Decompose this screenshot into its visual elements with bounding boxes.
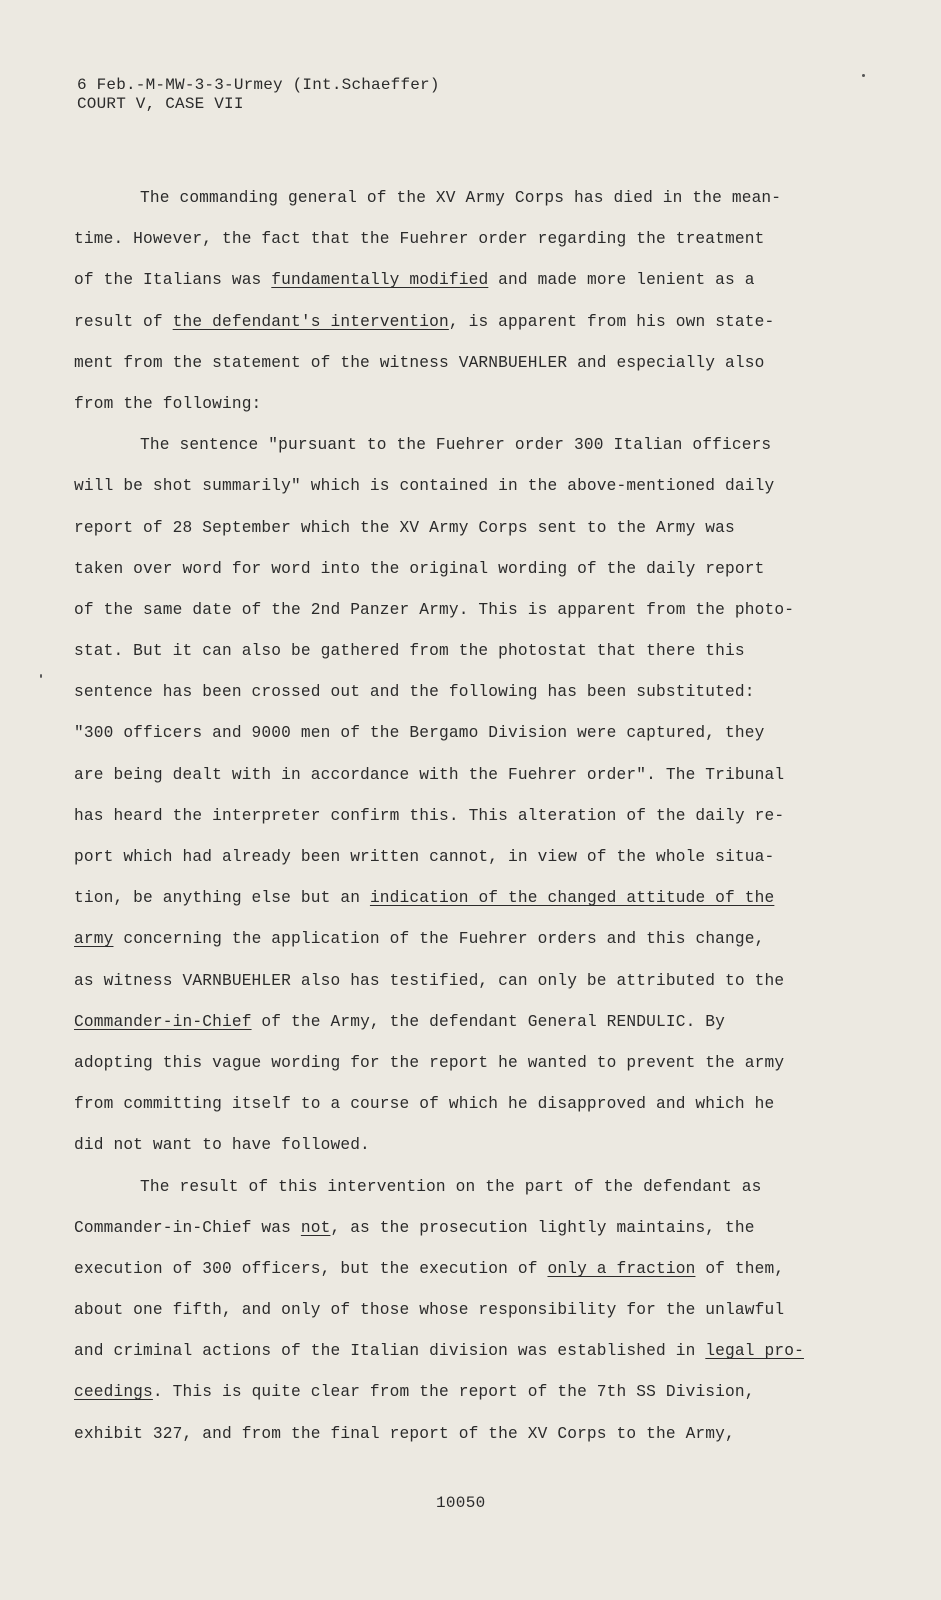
document-body <box>74 178 844 1455</box>
text-line: of the Italians was fundamentally modified and made more lenient as a <box>74 271 755 290</box>
text-line: will be shot summarily" which is contained in the above-mentioned daily <box>74 477 775 496</box>
text-line: ceedings. This is quite clear from the report of the 7th SS Division, <box>74 1383 755 1402</box>
text-line: has heard the interpreter confirm this. This alteration of the daily re- <box>74 806 785 825</box>
underlined-phrase: army <box>74 930 114 949</box>
text-line: from committing itself to a course of which he disapproved and which he <box>74 1095 775 1114</box>
underlined-phrase: fundamentally modified <box>271 271 489 290</box>
underlined-phrase: legal pro- <box>705 1342 804 1361</box>
text-line: taken over word for word into the original wording of the daily report <box>74 559 765 578</box>
header-court-case-line: COURT V, CASE VII <box>77 95 244 113</box>
header-reference-line: 6 Feb.-M-MW-3-3-Urmey (Int.Schaeffer) <box>77 76 440 94</box>
text-line: The sentence "pursuant to the Fuehrer order 300 Italian officers <box>140 436 772 455</box>
text-line: as witness VARNBUEHLER also has testified, can only be attributed to the <box>74 971 785 990</box>
text-line: "300 officers and 9000 men of the Bergamo Division were captured, they <box>74 724 765 743</box>
text-line: ment from the statement of the witness VARNBUEHLER and especially also <box>74 353 765 372</box>
underlined-phrase: the defendant's intervention <box>172 312 449 331</box>
text-line: adopting this vague wording for the report he wanted to prevent the army <box>74 1053 785 1072</box>
paper-speck <box>40 674 42 678</box>
underlined-phrase: indication of the changed attitude of the <box>369 889 775 908</box>
text-line: execution of 300 officers, but the execution of only a fraction of them, <box>74 1259 785 1278</box>
text-line: time. However, the fact that the Fuehrer order regarding the treatment <box>74 230 765 249</box>
page-number: 10050 <box>436 1494 486 1512</box>
text-line: of the same date of the 2nd Panzer Army. This is apparent from the photo- <box>74 600 795 619</box>
document-header <box>77 76 440 114</box>
text-line: did not want to have followed. <box>74 1136 370 1155</box>
underlined-phrase: only a fraction <box>547 1259 696 1278</box>
text-line: result of the defendant's intervention, is apparent from his own state- <box>74 312 775 331</box>
text-line: exhibit 327, and from the final report of the XV Corps to the Army, <box>74 1424 735 1443</box>
underlined-phrase: ceedings <box>74 1383 153 1402</box>
text-line: about one fifth, and only of those whose responsibility for the unlawful <box>74 1301 785 1320</box>
text-line: are being dealt with in accordance with the Fuehrer order". The Tribunal <box>74 765 785 784</box>
text-line: and criminal actions of the Italian division was established in legal pro- <box>74 1342 804 1361</box>
text-line: report of 28 September which the XV Army Corps sent to the Army was <box>74 518 735 537</box>
text-line: tion, be anything else but an indication of the changed attitude of the <box>74 889 775 908</box>
text-line: Commander-in-Chief of the Army, the defendant General RENDULIC. By <box>74 1012 726 1031</box>
text-line: sentence has been crossed out and the following has been substituted: <box>74 683 755 702</box>
underlined-phrase: Commander-in-Chief <box>74 1012 252 1031</box>
text-line: The commanding general of the XV Army Corps has died in the mean- <box>140 189 782 207</box>
text-line: stat. But it can also be gathered from the photostat that there this <box>74 642 745 661</box>
paper-speck <box>862 74 865 77</box>
text-line: Commander-in-Chief was not, as the prosecution lightly maintains, the <box>74 1218 755 1237</box>
text-line: port which had already been written cannot, in view of the whole situa- <box>74 848 775 866</box>
underlined-phrase: not <box>300 1218 331 1237</box>
text-line: The result of this intervention on the part of the defendant as <box>140 1177 762 1196</box>
text-line: from the following: <box>74 394 262 413</box>
text-line: army concerning the application of the Fuehrer orders and this change, <box>74 930 765 949</box>
